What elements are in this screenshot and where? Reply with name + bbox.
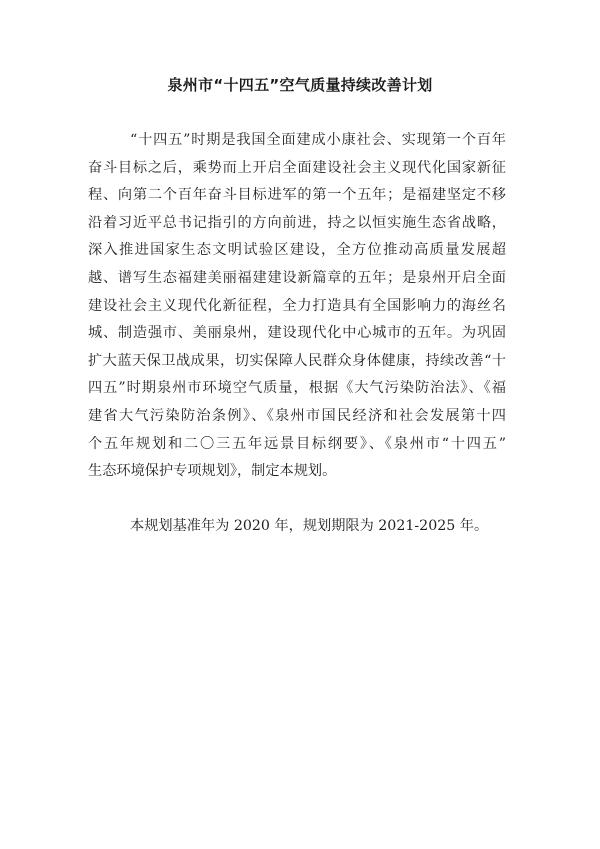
paragraph-2 — [88, 513, 506, 541]
paragraph-1-line: 扩大蓝天保卫战成果，切实保障人民群众身体健康，持续改善“十 — [88, 352, 506, 369]
paragraph-1-line: 程、向第二个百年奋斗目标进军的第一个五年；是福建坚定不移 — [88, 187, 506, 204]
paragraph-1-line: 建设社会主义现代化新征程，全力打造具有全国影响力的海丝名 — [88, 297, 506, 314]
document-title: 泉州市“十四五”空气质量持续改善计划 — [167, 76, 433, 94]
paragraph-1-line: 奋斗目标之后，乘势而上开启全面建设社会主义现代化国家新征 — [88, 159, 506, 176]
paragraph-1-line: 越、谱写生态福建美丽福建建设新篇章的五年；是泉州开启全面 — [88, 269, 506, 286]
paragraph-1-line: 城、制造强市、美丽泉州，建设现代化中心城市的五年。为巩固 — [88, 325, 506, 342]
paragraph-1-line: 深入推进国家生态文明试验区建设，全方位推动高质量发展超 — [88, 242, 506, 259]
paragraph-1-line: 沿着习近平总书记指引的方向前进，持之以恒实施生态省战略， — [88, 214, 506, 231]
paragraph-1-line: 四五”时期泉州市环境空气质量，根据《大气污染防治法》、《福 — [88, 380, 506, 397]
paragraph-1-line: 生态环境保护专项规划》，制定本规划。 — [88, 463, 337, 480]
paragraph-1-line: 个五年规划和二〇三五年远景目标纲要》、《泉州市“十四五” — [88, 435, 506, 452]
paragraph-1-line: 建省大气污染防治条例》、《泉州市国民经济和社会发展第十四 — [88, 407, 506, 424]
paragraph-1-line: “十四五”时期是我国全面建成小康社会、实现第一个百年 — [130, 132, 506, 148]
paragraph-2-line: 本规划基准年为 2020 年，规划期限为 2021-2025 年。 — [130, 518, 489, 534]
paragraph-1 — [88, 127, 506, 486]
